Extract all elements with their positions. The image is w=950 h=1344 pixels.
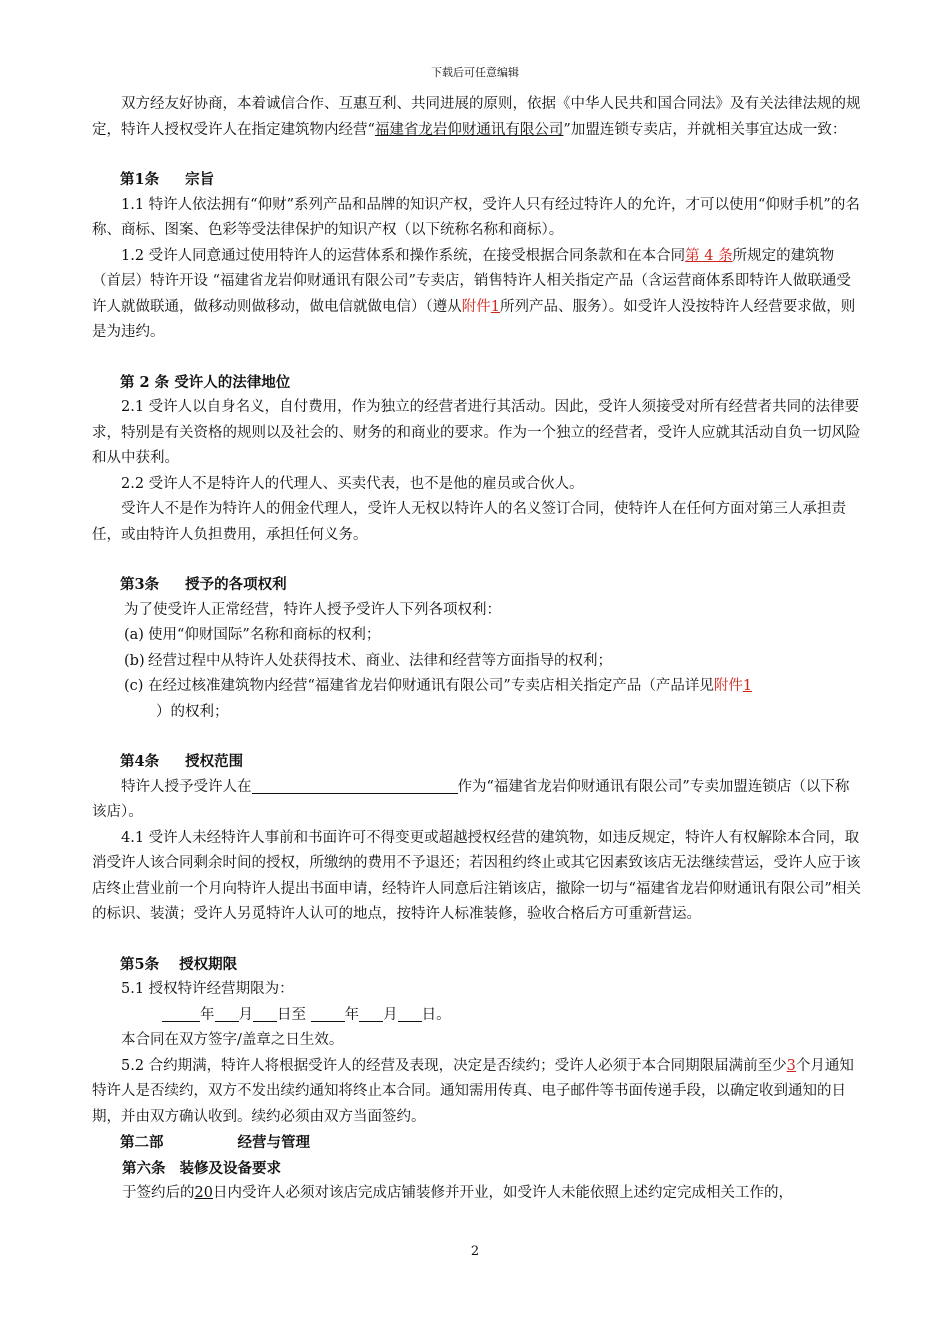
- page-number: 2: [470, 1244, 480, 1259]
- article-3-item-c-cont: ）的权利；: [156, 703, 229, 720]
- article-5-2: 5.2 合约期满，特许人将根据受许人的经营及表现，决定是否续约；受许人必须于本合同期限届满前至少3个月通知特许人是否续约，双方不发出续约通知将终止本合同。通知需用传真、电子邮件等书面传递手段，以确定收到通知的日期，并由双方确认收到。续约必须由双方当面签约。: [92, 1057, 854, 1125]
- company-name: 福建省龙岩仰财通讯有限公司: [374, 121, 564, 138]
- part-2-heading: 第二部 经营与管理: [120, 1134, 310, 1151]
- article-3-intro: 为了使受许人正常经营，特许人授予受许人下列各项权利：: [124, 601, 501, 618]
- article-3-item-a: (a) 使用“仰财国际”名称和商标的权利；: [124, 627, 381, 643]
- notice-months: 3: [786, 1057, 796, 1074]
- attachment-link[interactable]: 附件: [461, 298, 491, 315]
- article-5-1: 5.1 授权特许经营期限为：: [121, 981, 294, 997]
- article-3-heading: 第3条 授予的各项权利: [120, 576, 287, 593]
- article-4-heading: 第4条 授权范围: [120, 753, 244, 770]
- attachment-number[interactable]: 1: [490, 298, 500, 315]
- article-6-heading: 第六条 装修及设备要求: [122, 1159, 281, 1177]
- page-header: 下载后可任意编辑: [431, 66, 519, 79]
- article-2-2: 2.2 受许人不是特许人的代理人、买卖代表，也不是他的雇员或合伙人。: [121, 475, 584, 492]
- article-1-heading: 第1条 宗旨: [120, 171, 215, 188]
- article-1-1: 1.1 特许人依法拥有“仰财”系列产品和品牌的知识产权，受许人只有经过特许人的允许，才可以使用“仰财手机”的名称、商标、图案、色彩等受法律保护的知识产权（以下统称名称和商标）。: [92, 196, 860, 238]
- article-4-link[interactable]: 第 4 条: [685, 247, 733, 264]
- term-dates: 年 月 日至 年 月 日。: [92, 1003, 862, 1029]
- article-2-heading: 第 2 条 受许人的法律地位: [120, 373, 291, 391]
- article-4-1: 4.1 受许人未经特许人事前和书面许可不得变更或超越授权经营的建筑物，如违反规定，特许人有权解除本合同，取消受许人该合同剩余时间的授权，所缴纳的费用不予退还；若因租约终止或其它因素致该店无法继续营运，受许人应于该店终止营业前一个月向特许人提出书面申请，经特许人同意后注销该店，撤除一切与“福建省龙岩仰财通讯有限公司”相关的标识、装潢；受许人另觅特许人认可的地点，按特许人标准装修，验收合格后方可重新营运。: [92, 829, 861, 922]
- article-1-2: 1.2 受许人同意通过使用特许人的运营体系和操作系统，在接受根据合同条款和在本合同第 4 条所规定的建筑物（首层）特许开设 “福建省龙岩仰财通讯有限公司”专卖店，销售特许人相关指定产品（含运营商体系即特许人做联通受许人就做联通，做移动则做移动，做电信就做电信）（遵从附件1所列产品、服务）。如受许人没按特许人经营要求做，则是为违约。: [92, 247, 856, 340]
- attachment-number[interactable]: 1: [742, 678, 753, 694]
- days-count: 20: [194, 1185, 213, 1201]
- location-blank: [252, 775, 458, 794]
- document-body: [92, 92, 862, 1207]
- article-5-heading: 第5条 授权期限: [120, 955, 238, 973]
- article-3-item-b: (b) 经营过程中从特许人处获得技术、商业、法律和经营等方面指导的权利；: [124, 652, 612, 669]
- intro-paragraph: 双方经友好协商，本着诚信合作、互惠互利、共同进展的原则，依据《中华人民共和国合同法》及有关法律法规的规定，特许人授权受许人在指定建筑物内经营“福建省龙岩仰财通讯有限公司”加盟连锁专卖店，并就相关事宜达成一致：: [92, 96, 861, 138]
- article-2-3: 受许人不是作为特许人的佣金代理人，受许人无权以特许人的名义签订合同，使特许人在任何方面对第三人承担责任，或由特许人负担费用，承担任何义务。: [92, 501, 846, 543]
- article-4-scope: 特许人授予受许人在 作为“福建省龙岩仰财通讯有限公司”专卖加盟连锁店（以下称该店）。: [92, 775, 862, 826]
- attachment-link[interactable]: 附件: [713, 678, 743, 694]
- article-2-1: 2.1 受许人以自身名义，自付费用，作为独立的经营者进行其活动。因此，受许人须接受对所有经营者共同的法律要求，特别是有关资格的规则以及社会的、财务的和商业的要求。作为一个独立的经营者，受许人应就其活动自负一切风险和从中获利。: [92, 399, 861, 466]
- article-6-text: 于签约后的20日内受许人必须对该店完成店铺装修并开业，如受许人未能依照上述约定完成相关工作的，: [122, 1185, 793, 1201]
- article-5-effective: 本合同在双方签字/盖章之日生效。: [121, 1032, 344, 1048]
- article-3-item-c: (c) 在经过核准建筑物内经营“福建省龙岩仰财通讯有限公司”专卖店相关指定产品（产品详见附件1: [124, 678, 753, 694]
